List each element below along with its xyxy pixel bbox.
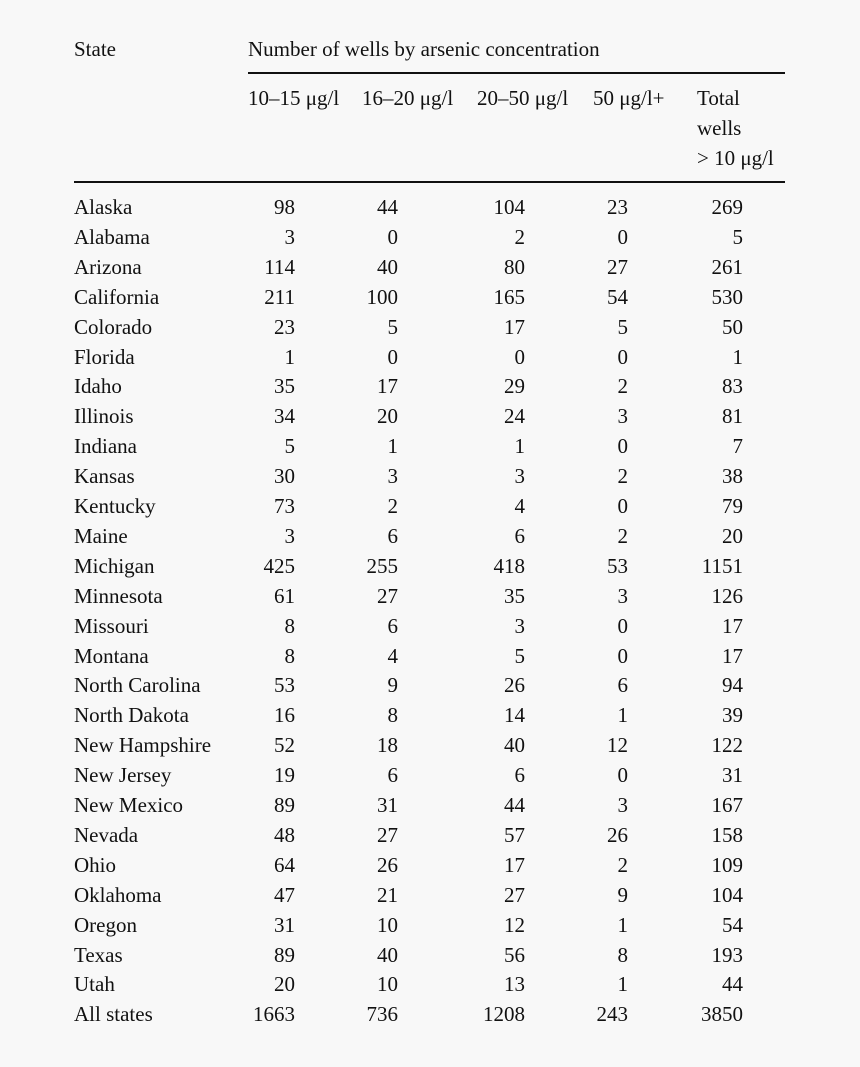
- table-cell: 89: [274, 943, 295, 967]
- table-cell: 26: [377, 853, 398, 877]
- table-cell: 44: [377, 195, 398, 219]
- header-bottom-rule: [74, 181, 785, 183]
- table-cell: 2: [617, 374, 628, 398]
- table-cell: 54: [722, 913, 743, 937]
- row-state-label: New Jersey: [74, 763, 172, 787]
- table-cell: 10: [377, 913, 398, 937]
- table-cell: 3: [387, 464, 398, 488]
- table-cell: 44: [504, 793, 525, 817]
- table-cell: 3: [284, 225, 295, 249]
- table-cell: 3: [514, 614, 525, 638]
- table-cell: 20: [274, 972, 295, 996]
- row-state-label: Utah: [74, 972, 115, 996]
- table-cell: 17: [377, 374, 398, 398]
- table-cell: 98: [274, 195, 295, 219]
- table-cell: 104: [711, 883, 743, 907]
- table-cell: 261: [711, 255, 743, 279]
- table-cell: 109: [711, 853, 743, 877]
- table-cell: 53: [607, 554, 628, 578]
- table-cell: 64: [274, 853, 295, 877]
- table-cell: 79: [722, 494, 743, 518]
- row-state-label: All states: [74, 1002, 153, 1026]
- table-cell: 35: [274, 374, 295, 398]
- table-cell: 6: [387, 524, 398, 548]
- table-cell: 2: [387, 494, 398, 518]
- table-cell: 26: [504, 673, 525, 697]
- table-cell: 8: [284, 614, 295, 638]
- table-cell: 0: [617, 434, 628, 458]
- column-header: wells: [697, 116, 742, 140]
- row-state-label: New Mexico: [74, 793, 184, 817]
- table-cell: 1151: [701, 554, 743, 578]
- row-state-label: Illinois: [74, 404, 134, 428]
- table-cell: 26: [607, 823, 628, 847]
- table-cell: 3: [514, 464, 525, 488]
- table-cell: 0: [617, 763, 628, 787]
- table-cell: 20: [722, 524, 743, 548]
- table-cell: 1: [617, 703, 628, 727]
- row-state-label: Missouri: [74, 614, 149, 638]
- table-cell: 122: [711, 733, 743, 757]
- row-state-label: Indiana: [74, 434, 137, 458]
- row-state-label: Michigan: [74, 554, 155, 578]
- state-header: State: [74, 37, 116, 61]
- table-cell: 736: [366, 1002, 398, 1026]
- table-cell: 52: [274, 733, 295, 757]
- table-cell: 81: [722, 404, 743, 428]
- table-cell: 1: [617, 972, 628, 996]
- table-cell: 56: [504, 943, 525, 967]
- column-header: 10–15 μg/l: [248, 86, 340, 110]
- table-cell: 10: [377, 972, 398, 996]
- table-cell: 2: [514, 225, 525, 249]
- table-cell: 167: [711, 793, 743, 817]
- table-cell: 83: [722, 374, 743, 398]
- table-cell: 80: [504, 255, 525, 279]
- header-group-rule: [248, 72, 785, 74]
- table-cell: 40: [504, 733, 525, 757]
- table-cell: 24: [504, 404, 525, 428]
- table-cell: 14: [504, 703, 525, 727]
- table-cell: 6: [617, 673, 628, 697]
- table-cell: 23: [274, 315, 295, 339]
- table-cell: 6: [387, 614, 398, 638]
- row-state-label: California: [74, 285, 160, 309]
- row-state-label: Minnesota: [74, 584, 163, 608]
- table-cell: 48: [274, 823, 295, 847]
- table-cell: 27: [377, 823, 398, 847]
- table-cell: 57: [504, 823, 525, 847]
- table-cell: 21: [377, 883, 398, 907]
- table-cell: 269: [711, 195, 743, 219]
- table-cell: 0: [387, 345, 398, 369]
- table-cell: 9: [387, 673, 398, 697]
- row-state-label: Texas: [74, 943, 123, 967]
- table-cell: 2: [617, 464, 628, 488]
- table-cell: 0: [514, 345, 525, 369]
- table-cell: 158: [711, 823, 743, 847]
- row-state-label: Kansas: [74, 464, 135, 488]
- table-cell: 8: [617, 943, 628, 967]
- row-state-label: Florida: [74, 345, 135, 369]
- table-cell: 3: [617, 404, 628, 428]
- table-cell: 100: [366, 285, 398, 309]
- table-cell: 165: [493, 285, 525, 309]
- table-cell: 1: [284, 345, 295, 369]
- table-cell: 31: [377, 793, 398, 817]
- row-state-label: Alabama: [74, 225, 150, 249]
- table-cell: 211: [264, 285, 295, 309]
- table-cell: 3: [617, 584, 628, 608]
- table-cell: 23: [607, 195, 628, 219]
- table-cell: 243: [596, 1002, 628, 1026]
- table-cell: 47: [274, 883, 295, 907]
- table-cell: 425: [263, 554, 295, 578]
- table-cell: 27: [377, 584, 398, 608]
- table-cell: 2: [617, 524, 628, 548]
- table-cell: 0: [387, 225, 398, 249]
- table-cell: 17: [722, 644, 743, 668]
- row-state-label: North Dakota: [74, 703, 189, 727]
- table-cell: 9: [617, 883, 628, 907]
- table-cell: 0: [617, 614, 628, 638]
- table-cell: 73: [274, 494, 295, 518]
- table-cell: 1: [617, 913, 628, 937]
- table-cell: 1208: [483, 1002, 525, 1026]
- table-cell: 17: [504, 315, 525, 339]
- table-cell: 5: [514, 644, 525, 668]
- table-cell: 126: [711, 584, 743, 608]
- row-state-label: Ohio: [74, 853, 116, 877]
- table-cell: 20: [377, 404, 398, 428]
- table-cell: 89: [274, 793, 295, 817]
- table-cell: 8: [284, 644, 295, 668]
- row-state-label: Oregon: [74, 913, 137, 937]
- row-state-label: Oklahoma: [74, 883, 162, 907]
- table-cell: 17: [722, 614, 743, 638]
- column-header: > 10 μg/l: [697, 146, 774, 170]
- table-cell: 6: [514, 524, 525, 548]
- table-cell: 5: [732, 225, 743, 249]
- table-cell: 39: [722, 703, 743, 727]
- table-cell: 1663: [253, 1002, 295, 1026]
- row-state-label: Maine: [74, 524, 128, 548]
- row-state-label: Nevada: [74, 823, 139, 847]
- table-cell: 2: [617, 853, 628, 877]
- column-header: 20–50 μg/l: [477, 86, 569, 110]
- table-cell: 31: [722, 763, 743, 787]
- table-cell: 1: [387, 434, 398, 458]
- table-cell: 13: [504, 972, 525, 996]
- table-cell: 94: [722, 673, 743, 697]
- table-cell: 6: [514, 763, 525, 787]
- row-state-label: Kentucky: [74, 494, 156, 518]
- table-cell: 18: [377, 733, 398, 757]
- table-cell: 4: [387, 644, 398, 668]
- table-cell: 44: [722, 972, 743, 996]
- table-cell: 12: [504, 913, 525, 937]
- table-cell: 5: [284, 434, 295, 458]
- table-cell: 31: [274, 913, 295, 937]
- table-cell: 104: [493, 195, 525, 219]
- table-cell: 7: [732, 434, 743, 458]
- table-cell: 30: [274, 464, 295, 488]
- row-state-label: Colorado: [74, 315, 153, 339]
- table-cell: 3: [617, 793, 628, 817]
- group-header: Number of wells by arsenic concentration: [248, 37, 600, 61]
- column-header: 16–20 μg/l: [362, 86, 454, 110]
- table-cell: 3850: [701, 1002, 743, 1026]
- row-state-label: North Carolina: [74, 673, 201, 697]
- table-cell: 3: [284, 524, 295, 548]
- table-cell: 255: [366, 554, 398, 578]
- table-cell: 16: [274, 703, 295, 727]
- table-cell: 12: [607, 733, 628, 757]
- row-state-label: Idaho: [74, 374, 122, 398]
- table-cell: 8: [387, 703, 398, 727]
- row-state-label: Alaska: [74, 195, 133, 219]
- table-cell: 530: [711, 285, 743, 309]
- row-state-label: Arizona: [74, 255, 142, 279]
- table-cell: 1: [732, 345, 743, 369]
- table-cell: 17: [504, 853, 525, 877]
- table-cell: 61: [274, 584, 295, 608]
- row-state-label: Montana: [74, 644, 149, 668]
- table-cell: 0: [617, 225, 628, 249]
- table-cell: 4: [514, 494, 525, 518]
- row-state-label: New Hampshire: [74, 733, 212, 757]
- table-cell: 40: [377, 255, 398, 279]
- table-cell: 54: [607, 285, 628, 309]
- column-header: 50 μg/l+: [593, 86, 665, 110]
- table-cell: 0: [617, 494, 628, 518]
- table-cell: 50: [722, 315, 743, 339]
- table-cell: 1: [514, 434, 525, 458]
- table-cell: 29: [504, 374, 525, 398]
- column-header: Total: [697, 86, 740, 110]
- table-cell: 5: [617, 315, 628, 339]
- table-cell: 0: [617, 644, 628, 668]
- table-cell: 53: [274, 673, 295, 697]
- table-cell: 34: [274, 404, 295, 428]
- table-cell: 38: [722, 464, 743, 488]
- table-cell: 35: [504, 584, 525, 608]
- table-cell: 114: [264, 255, 295, 279]
- table-cell: 5: [387, 315, 398, 339]
- table-cell: 193: [711, 943, 743, 967]
- table-cell: 27: [607, 255, 628, 279]
- table-cell: 27: [504, 883, 525, 907]
- table-cell: 19: [274, 763, 295, 787]
- table-cell: 0: [617, 345, 628, 369]
- table-cell: 6: [387, 763, 398, 787]
- table-cell: 40: [377, 943, 398, 967]
- table-cell: 418: [493, 554, 525, 578]
